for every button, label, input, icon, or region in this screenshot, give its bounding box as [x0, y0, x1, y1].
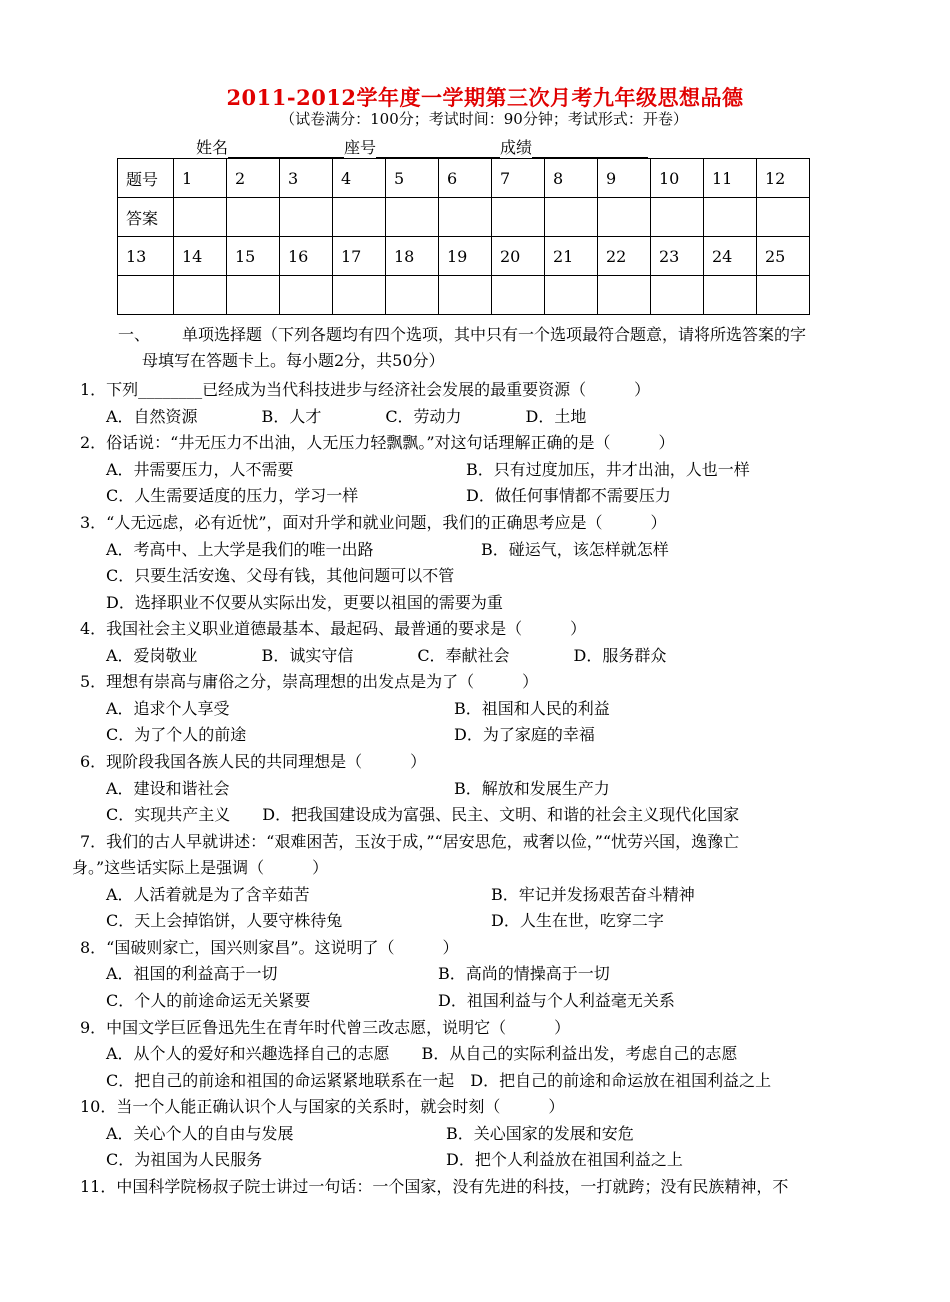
question-number-cell: 22 — [598, 237, 651, 276]
question-stem-continued: 身。”这些话实际上是强调（ ） — [72, 858, 329, 877]
question-number-cell: 7 — [492, 159, 545, 198]
question-option[interactable]: A．井需要压力，人不需要 — [106, 460, 294, 479]
question-number-cell: 2 — [227, 159, 280, 198]
question-number-cell: 24 — [704, 237, 757, 276]
section-instructions-line2: 母填写在答题卡上。每小题2分，共50分） — [142, 351, 445, 370]
question-option[interactable]: B．高尚的情操高于一切 — [438, 964, 610, 983]
question-option[interactable]: C．实现共产主义 D．把我国建设成为富强、民主、文明、和谐的社会主义现代化国家 — [106, 805, 740, 824]
name-field[interactable] — [228, 140, 344, 158]
table-row — [118, 237, 810, 276]
answer-cell[interactable] — [227, 276, 280, 315]
question-number-cell: 12 — [757, 159, 810, 198]
answer-cell[interactable] — [545, 198, 598, 237]
answer-cell[interactable] — [757, 276, 810, 315]
question-number-cell: 20 — [492, 237, 545, 276]
question-option[interactable]: A．考高中、上大学是我们的唯一出路 — [106, 540, 374, 559]
question-option[interactable]: C．把自己的前途和祖国的命运紧紧地联系在一起 D．把自己的前途和命运放在祖国利益之上 — [106, 1071, 772, 1090]
answer-cell[interactable] — [174, 198, 227, 237]
question-stem: 8．“国破则家亡，国兴则家昌”。这说明了（ ） — [80, 938, 459, 957]
question-stem: 2．俗话说：“井无压力不出油，人无压力轻飘飘。”对这句话理解正确的是（ ） — [80, 433, 675, 452]
question-stem: 4．我国社会主义职业道德最基本、最起码、最普通的要求是（ ） — [80, 619, 587, 638]
question-number-cell: 14 — [174, 237, 227, 276]
question-number-cell: 10 — [651, 159, 704, 198]
score-field[interactable] — [532, 140, 648, 158]
question-option[interactable]: D．祖国利益与个人利益毫无关系 — [438, 991, 675, 1010]
question-option[interactable]: A．爱岗敬业 B．诚实守信 C．奉献社会 D．服务群众 — [106, 646, 667, 665]
question-option[interactable]: A．人活着就是为了含辛茹苦 — [106, 885, 310, 904]
question-number-cell: 9 — [598, 159, 651, 198]
question-number-cell: 3 — [280, 159, 333, 198]
answer-cell[interactable] — [227, 198, 280, 237]
question-number-cell: 5 — [386, 159, 439, 198]
answer-cell[interactable] — [118, 276, 174, 315]
question-number-cell: 18 — [386, 237, 439, 276]
question-stem: 1．下列________已经成为当代科技进步与经济社会发展的最重要资源（ ） — [80, 380, 651, 399]
answer-header: 答案 — [118, 198, 174, 237]
table-row — [118, 159, 810, 198]
seat-label: 座号 — [344, 138, 377, 157]
question-option[interactable]: D．为了家庭的幸福 — [454, 725, 595, 744]
question-option[interactable]: D．人生在世，吃穿二字 — [491, 911, 664, 930]
question-number-cell: 25 — [757, 237, 810, 276]
question-number-cell: 4 — [333, 159, 386, 198]
question-stem: 6．现阶段我国各族人民的共同理想是（ ） — [80, 752, 427, 771]
answer-cell[interactable] — [704, 198, 757, 237]
question-number-cell: 23 — [651, 237, 704, 276]
question-number-cell: 19 — [439, 237, 492, 276]
section-number: 一、 — [118, 325, 151, 344]
answer-cell[interactable] — [439, 276, 492, 315]
question-option[interactable]: D．选择职业不仅要从实际出发，更要以祖国的需要为重 — [106, 593, 503, 612]
answer-cell[interactable] — [704, 276, 757, 315]
answer-cell[interactable] — [333, 276, 386, 315]
score-label: 成绩 — [500, 138, 533, 157]
question-stem: 7．我们的古人早就讲述：“艰难困苦，玉汝于成，”“居安思危，戒奢以俭，”“忧劳兴国，逸豫亡 — [80, 832, 740, 851]
answer-cell[interactable] — [492, 198, 545, 237]
name-label: 姓名 — [196, 138, 229, 157]
question-number-cell: 17 — [333, 237, 386, 276]
question-option[interactable]: D．做任何事情都不需要压力 — [466, 486, 671, 505]
question-stem: 10．当一个人能正确认识个人与国家的关系时，就会时刻（ ） — [80, 1097, 565, 1116]
answer-cell[interactable] — [333, 198, 386, 237]
answer-cell[interactable] — [492, 276, 545, 315]
question-option[interactable]: C．为祖国为人民服务 — [106, 1150, 263, 1169]
answer-sheet-table — [117, 158, 810, 315]
question-stem: 11．中国科学院杨叔子院士讲过一句话：一个国家，没有先进的科技，一打就跨；没有民族精神，不 — [80, 1177, 789, 1196]
question-number-cell: 11 — [704, 159, 757, 198]
question-option[interactable]: A．关心个人的自由与发展 — [106, 1124, 294, 1143]
question-number-cell: 6 — [439, 159, 492, 198]
answer-cell[interactable] — [280, 198, 333, 237]
answer-cell[interactable] — [598, 276, 651, 315]
question-option[interactable]: C．天上会掉馅饼，人要守株待兔 — [106, 911, 343, 930]
exam-subtitle: （试卷满分：100分；考试时间：90分钟；考试形式：开卷） — [280, 110, 688, 128]
question-option[interactable]: B．碰运气，该怎样就怎样 — [481, 540, 669, 559]
answer-cell[interactable] — [598, 198, 651, 237]
question-option[interactable]: C．个人的前途命运无关紧要 — [106, 991, 311, 1010]
question-option[interactable]: B．关心国家的发展和安危 — [446, 1124, 634, 1143]
question-option[interactable]: C．为了个人的前途 — [106, 725, 247, 744]
question-number-cell: 8 — [545, 159, 598, 198]
answer-cell[interactable] — [651, 276, 704, 315]
table-row — [118, 276, 810, 315]
section-instructions-line1: 单项选择题（下列各题均有四个选项，其中只有一个选项最符合题意，请将所选答案的字 — [182, 325, 807, 344]
question-option[interactable]: B．解放和发展生产力 — [454, 779, 610, 798]
question-stem: 3．“人无远虑，必有近忧”，面对升学和就业问题，我们的正确思考应是（ ） — [80, 513, 667, 532]
answer-cell[interactable] — [651, 198, 704, 237]
exam-title: 2011-2012学年度一学期第三次月考九年级思想品德 — [226, 85, 744, 110]
question-option[interactable]: A．建设和谐社会 — [106, 779, 230, 798]
question-number-cell: 21 — [545, 237, 598, 276]
answer-cell[interactable] — [280, 276, 333, 315]
question-number-cell: 13 — [118, 237, 174, 276]
question-number-cell: 16 — [280, 237, 333, 276]
question-option[interactable]: A．自然资源 B．人才 C．劳动力 D．土地 — [106, 407, 587, 426]
answer-cell[interactable] — [545, 276, 598, 315]
question-number-cell: 15 — [227, 237, 280, 276]
question-number-header: 题号 — [118, 159, 174, 198]
question-stem: 9．中国文学巨匠鲁迅先生在青年时代曾三改志愿，说明它（ ） — [80, 1018, 571, 1037]
question-option[interactable]: D．把个人利益放在祖国利益之上 — [446, 1150, 683, 1169]
question-option[interactable]: B．祖国和人民的利益 — [454, 699, 610, 718]
question-option[interactable]: C．人生需要适度的压力，学习一样 — [106, 486, 359, 505]
table-row — [118, 198, 810, 237]
question-stem: 5．理想有崇高与庸俗之分，崇高理想的出发点是为了（ ） — [80, 672, 539, 691]
answer-cell[interactable] — [757, 198, 810, 237]
question-number-cell: 1 — [174, 159, 227, 198]
question-option[interactable]: A．从个人的爱好和兴趣选择自己的志愿 B．从自己的实际利益出发，考虑自己的志愿 — [106, 1044, 738, 1063]
question-option[interactable]: B．只有过度加压，井才出油，人也一样 — [466, 460, 750, 479]
student-info — [196, 135, 648, 158]
answer-cell[interactable] — [386, 198, 439, 237]
section-heading — [118, 322, 888, 374]
answer-cell[interactable] — [174, 276, 227, 315]
question-option[interactable]: A．祖国的利益高于一切 — [106, 964, 278, 983]
question-option[interactable]: B．牢记并发扬艰苦奋斗精神 — [491, 885, 695, 904]
answer-cell[interactable] — [439, 198, 492, 237]
question-option[interactable]: A．追求个人享受 — [106, 699, 230, 718]
seat-field[interactable] — [376, 140, 500, 158]
answer-cell[interactable] — [386, 276, 439, 315]
question-option[interactable]: C．只要生活安逸、父母有钱，其他问题可以不管 — [106, 566, 455, 585]
